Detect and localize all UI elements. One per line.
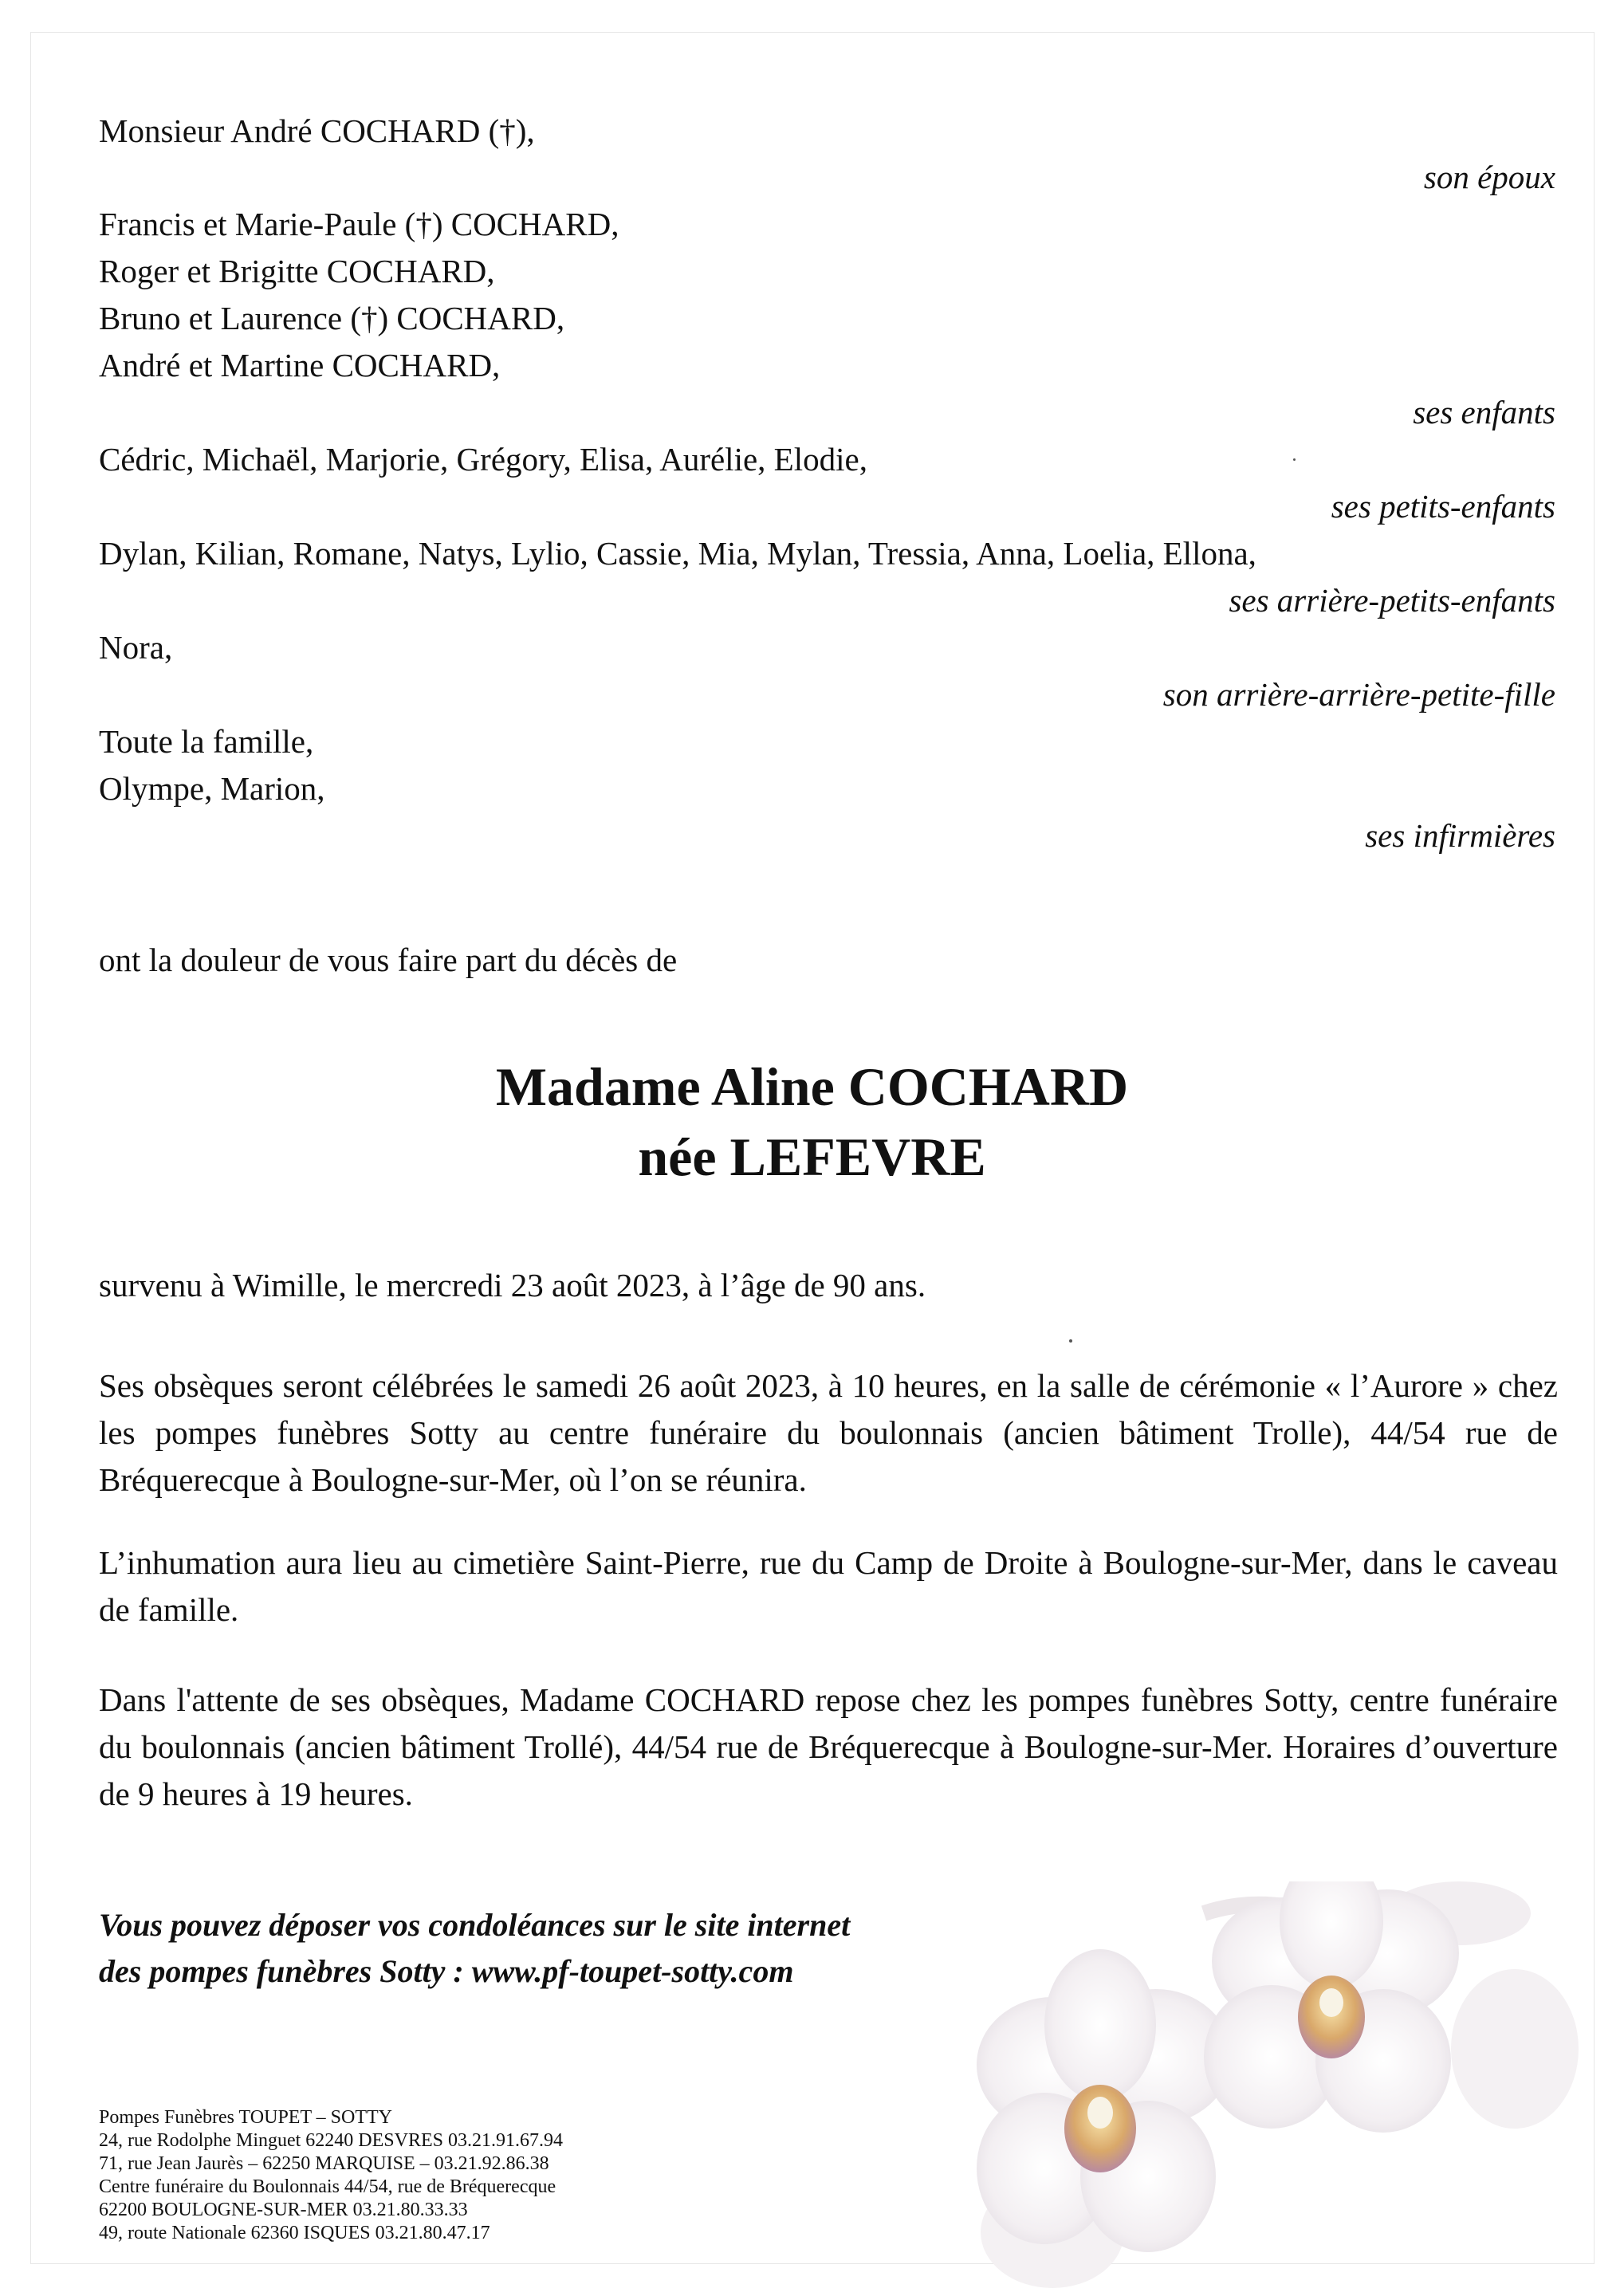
child-2: Roger et Brigitte COCHARD, — [99, 253, 495, 289]
footer-line: 49, route Nationale 62360 ISQUES 03.21.80.47.17 — [99, 2223, 490, 2243]
grandchildren-names: Cédric, Michaël, Marjorie, Grégory, Elisa, Aurélie, Elodie, — [99, 441, 867, 478]
burial-paragraph: L’inhumation aura lieu au cimetière Saint-Pierre, rue du Camp de Droite à Boulogne-sur-Mer, dans le caveau de famille. — [99, 1544, 1558, 1628]
grandchildren-role: ses petits-enfants — [1331, 488, 1555, 525]
whole-family: Toute la famille, — [99, 723, 314, 760]
deceased-name: Madame Aline COCHARD — [495, 1056, 1129, 1117]
deceased-maiden-name: née LEFEVRE — [638, 1126, 986, 1187]
announcement: ont la douleur de vous faire part du décès de — [99, 942, 678, 978]
footer-line: 24, rue Rodolphe Minguet 62240 DESVRES 03.21.91.67.94 — [99, 2130, 563, 2151]
child-4: André et Martine COCHARD, — [99, 347, 501, 383]
scan-speck — [1293, 458, 1296, 461]
child-3: Bruno et Laurence (†) COCHARD, — [99, 300, 565, 336]
funeral-paragraph: Ses obsèques seront célébrées le samedi 26 août 2023, à 10 heures, en la salle de cérémonie « l’Aurore » chez les pompes funèbres Sotty au centre funéraire du boulonnais (ancien bâtiment Trolle), 44/54 rue de Bréquerecque à Boulogne-sur-Mer, où l’on se réunira. — [99, 1367, 1558, 1498]
orchid-flowers-image — [941, 1881, 1624, 2296]
rest-paragraph: Dans l'attente de ses obsèques, Madame COCHARD repose chez les pompes funèbres Sotty, centre funéraire du boulonnais (ancien bâtiment Trollé), 44/54 rue de Bréquerecque à Boulogne-sur-Mer. Horaires d’ouverture de 9 heures à 19 heures. — [99, 1681, 1558, 1812]
husband-name: Monsieur André COCHARD (†), — [99, 112, 535, 149]
footer-line: Centre funéraire du Boulonnais 44/54, rue de Bréquerecque — [99, 2176, 556, 2197]
footer-line: 62200 BOULOGNE-SUR-MER 03.21.80.33.33 — [99, 2200, 468, 2220]
great-great-granddaughter-name: Nora, — [99, 629, 173, 666]
child-1: Francis et Marie-Paule (†) COCHARD, — [99, 206, 619, 242]
funeral-home-contacts — [99, 2106, 563, 2245]
orchid-right — [1204, 1881, 1459, 2133]
footer-line: Pompes Funèbres TOUPET – SOTTY — [99, 2107, 393, 2128]
great-great-granddaughter-role: son arrière-arrière-petite-fille — [1162, 676, 1555, 713]
condolences-line-2: des pompes funèbres Sotty : www.pf-toupet-sotty.com — [99, 1953, 794, 1989]
footer-line: 71, rue Jean Jaurès – 62250 MARQUISE – 03.21.92.86.38 — [99, 2153, 549, 2174]
great-grandchildren-names: Dylan, Kilian, Romane, Natys, Lylio, Cassie, Mia, Mylan, Tressia, Anna, Loelia, Ellona, — [99, 535, 1256, 572]
condolences-line-1: Vous pouvez déposer vos condoléances sur le site internet — [99, 1907, 851, 1943]
nurses-names: Olympe, Marion, — [99, 770, 325, 807]
scan-speck — [1069, 1339, 1072, 1343]
husband-role: son époux — [1423, 159, 1555, 195]
death-info: survenu à Wimille, le mercredi 23 août 2023, à l’âge de 90 ans. — [99, 1267, 926, 1303]
children-role: ses enfants — [1413, 394, 1555, 431]
orchid-left — [977, 1949, 1232, 2252]
great-grandchildren-role: ses arrière-petits-enfants — [1229, 582, 1555, 619]
nurses-role: ses infirmières — [1365, 817, 1555, 854]
